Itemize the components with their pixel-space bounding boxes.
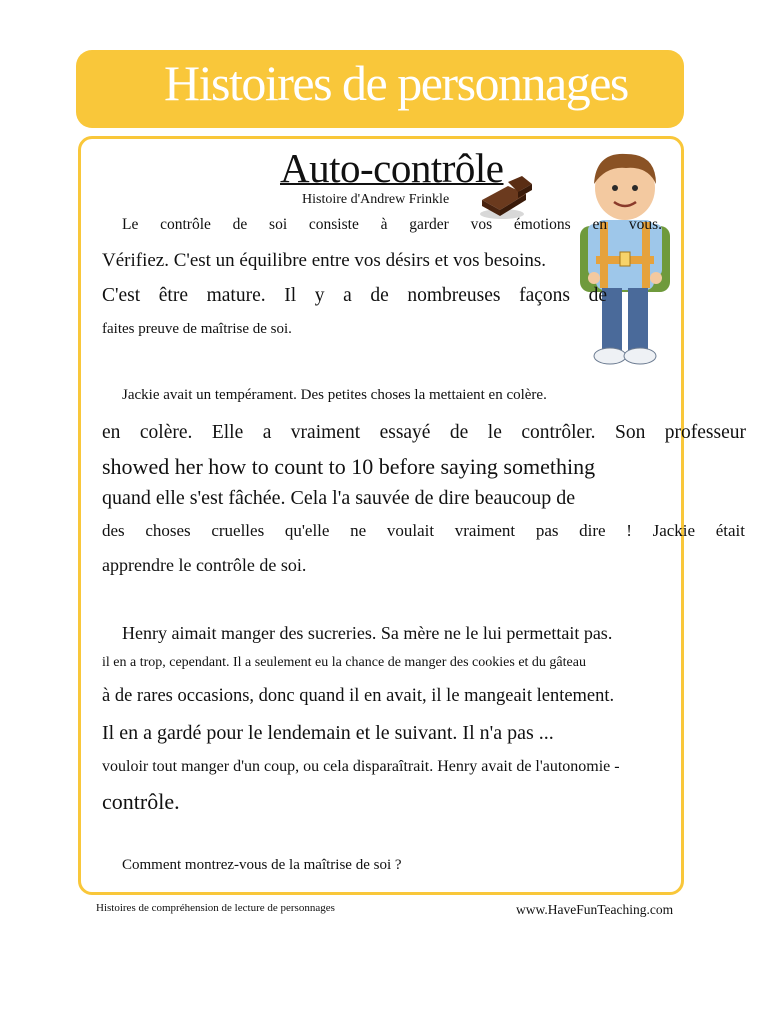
paragraph-2-line-2: en colère. Elle a vraiment essayé de le contrôler. Son professeur — [102, 422, 746, 443]
paragraph-2-line-5: des choses cruelles qu'elle ne voulait vraiment pas dire ! Jackie était — [102, 521, 745, 540]
footer-website: www.HaveFunTeaching.com — [516, 902, 674, 917]
paragraph-2-line-4: quand elle s'est fâchée. Cela l'a sauvée de dire beaucoup de — [102, 487, 576, 509]
paragraph-1-line-4: faites preuve de maîtrise de soi. — [102, 321, 292, 337]
paragraph-3-line-3: à de rares occasions, donc quand il en avait, il le mangeait lentement. — [102, 686, 615, 706]
paragraph-3-line-1: Henry aimait manger des sucreries. Sa mère ne le lui permettait pas. — [122, 623, 613, 643]
paragraph-2-line-6: apprendre le contrôle de soi. — [102, 555, 307, 575]
paragraph-1-line-1: Le contrôle de soi consiste à garder vos émotions en vous. — [122, 216, 662, 233]
paragraph-2-line-1: Jackie avait un tempérament. Des petites choses la mettaient en colère. — [122, 387, 547, 403]
page-title: Histoires de personnages — [164, 55, 628, 111]
question-prompt: Comment montrez-vous de la maîtrise de soi ? — [122, 857, 402, 873]
story-byline: Histoire d'Andrew Frinkle — [302, 192, 450, 207]
paragraph-3-line-2: il en a trop, cependant. Il a seulement eu la chance de manger des cookies et du gâteau — [102, 655, 586, 670]
paragraph-3-line-4: Il en a gardé pour le lendemain et le suivant. Il n'a pas ... — [102, 722, 554, 744]
footer-caption: Histoires de compréhension de lecture de personnages — [96, 902, 335, 914]
paragraph-3-line-6: contrôle. — [102, 789, 180, 814]
paragraph-1-line-2: Vérifiez. C'est un équilibre entre vos désirs et vos besoins. — [102, 250, 547, 271]
paragraph-2-line-3: showed her how to count to 10 before saying something — [102, 454, 596, 479]
paragraph-3-line-5: vouloir tout manger d'un coup, ou cela disparaîtrait. Henry avait de l'autonomie - — [102, 758, 620, 775]
paragraph-1-line-3: C'est être mature. Il y a de nombreuses façons de — [102, 285, 607, 306]
story-title: Auto-contrôle — [280, 145, 504, 191]
